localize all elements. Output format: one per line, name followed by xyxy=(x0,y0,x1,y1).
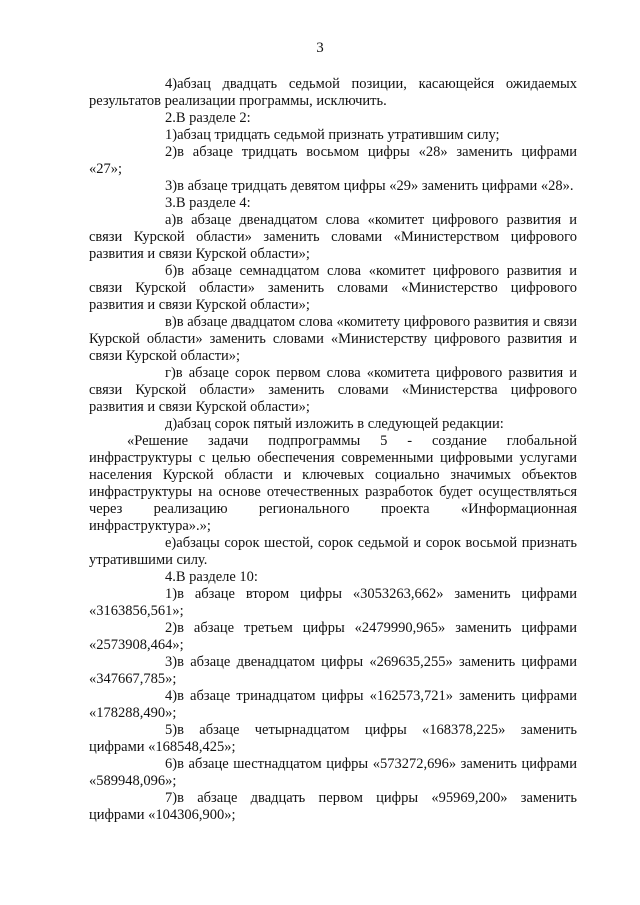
paragraph xyxy=(89,722,577,756)
paragraph-marker: в) xyxy=(165,314,177,330)
paragraph-text: В разделе 10: xyxy=(175,569,258,585)
paragraph xyxy=(89,144,577,178)
paragraph-text: в абзаце двенадцатом слова «комитет цифрового развития и связи Курской области» заменить словами «Министерством цифрового развития и связи Курской области»; xyxy=(89,212,577,262)
paragraph xyxy=(89,569,577,586)
paragraph-text: абзацы сорок шестой, сорок седьмой и сорок восьмой признать утратившими силу. xyxy=(89,535,577,568)
paragraph xyxy=(89,756,577,790)
paragraph-text: в абзаце двадцать первом цифры «95969,200» заменить цифрами «104306,900»; xyxy=(89,790,577,823)
paragraph-marker: а) xyxy=(165,212,177,228)
paragraph-marker: д) xyxy=(165,416,178,432)
paragraph xyxy=(89,433,577,535)
paragraph-text: в абзаце семнадцатом слова «комитет цифрового развития и связи Курской области» заменить словами «Министерство цифрового развития и связи Курской области»; xyxy=(89,263,577,313)
paragraph-text: абзац тридцать седьмой признать утратившим силу; xyxy=(177,127,500,143)
page-number: 3 xyxy=(316,40,324,56)
paragraph-marker: 3) xyxy=(165,654,178,670)
paragraph xyxy=(89,212,577,263)
paragraph-text: в абзаце тринадцатом цифры «162573,721» заменить цифрами «178288,490»; xyxy=(89,688,577,721)
paragraph-text: В разделе 4: xyxy=(175,195,251,211)
paragraph-text: В разделе 2: xyxy=(175,110,251,126)
paragraph xyxy=(89,620,577,654)
paragraph xyxy=(89,314,577,365)
paragraph xyxy=(89,195,577,212)
paragraph-marker: 7) xyxy=(165,790,178,806)
paragraph-marker: 4) xyxy=(165,76,178,92)
paragraph-marker: 3. xyxy=(165,195,176,211)
paragraph xyxy=(89,688,577,722)
paragraph-marker: 6) xyxy=(165,756,178,772)
paragraph xyxy=(89,110,577,127)
paragraph xyxy=(89,76,577,110)
paragraph-text: в абзаце втором цифры «3053263,662» заменить цифрами «3163856,561»; xyxy=(89,586,577,619)
paragraph-marker: 1) xyxy=(165,127,178,143)
paragraph-marker: 4) xyxy=(165,688,178,704)
paragraph-text: в абзаце шестнадцатом цифры «573272,696» заменить цифрами «589948,096»; xyxy=(89,756,577,789)
paragraph-marker: 3) xyxy=(165,178,178,194)
paragraph xyxy=(89,416,577,433)
paragraph-text: в абзаце тридцать девятом цифры «29» заменить цифрами «28». xyxy=(177,178,574,194)
paragraph-text: в абзаце двадцатом слова «комитету цифрового развития и связи Курской области» заменить словами «Министерству цифрового развития и связи Курской области»; xyxy=(89,314,577,364)
paragraph-text: в абзаце третьем цифры «2479990,965» заменить цифрами «2573908,464»; xyxy=(89,620,577,653)
paragraph-marker: 2. xyxy=(165,110,176,126)
paragraph xyxy=(89,535,577,569)
paragraph-marker: 5) xyxy=(165,722,178,738)
paragraph-marker: 1) xyxy=(165,586,178,602)
paragraph-marker: 2) xyxy=(165,620,178,636)
document-body xyxy=(89,76,577,824)
paragraph-marker: 4. xyxy=(165,569,176,585)
paragraph-text: в абзаце четырнадцатом цифры «168378,225» заменить цифрами «168548,425»; xyxy=(89,722,577,755)
paragraph xyxy=(89,263,577,314)
paragraph xyxy=(89,178,577,195)
paragraph xyxy=(89,790,577,824)
paragraph-marker: 2) xyxy=(165,144,178,160)
paragraph-text: абзац сорок пятый изложить в следующей редакции: xyxy=(177,416,504,432)
paragraph-marker: г) xyxy=(165,365,176,381)
paragraph-text: в абзаце тридцать восьмом цифры «28» заменить цифрами «27»; xyxy=(89,144,577,177)
paragraph-marker: б) xyxy=(165,263,178,279)
paragraph-marker: е) xyxy=(165,535,177,551)
paragraph xyxy=(89,654,577,688)
paragraph-text: в абзаце двенадцатом цифры «269635,255» заменить цифрами «347667,785»; xyxy=(89,654,577,687)
paragraph xyxy=(89,365,577,416)
paragraph-text: «Решение задачи подпрограммы 5 - создание глобальной инфраструктуры с целью обеспечения современными цифровыми услугами населения Курской области и ключевых социально значимых объектов инфраструктуры на основе отечественных разработок будет осуществляться через реализацию регионального проекта «Информационная инфраструктура».»; xyxy=(89,433,577,534)
paragraph-text: абзац двадцать седьмой позиции, касающейся ожидаемых результатов реализации программы, исключить. xyxy=(89,76,577,109)
paragraph xyxy=(89,127,577,144)
paragraph xyxy=(89,586,577,620)
paragraph-text: в абзаце сорок первом слова «комитета цифрового развития и связи Курской области» заменить словами «Министерства цифрового развития и связи Курской области»; xyxy=(89,365,577,415)
